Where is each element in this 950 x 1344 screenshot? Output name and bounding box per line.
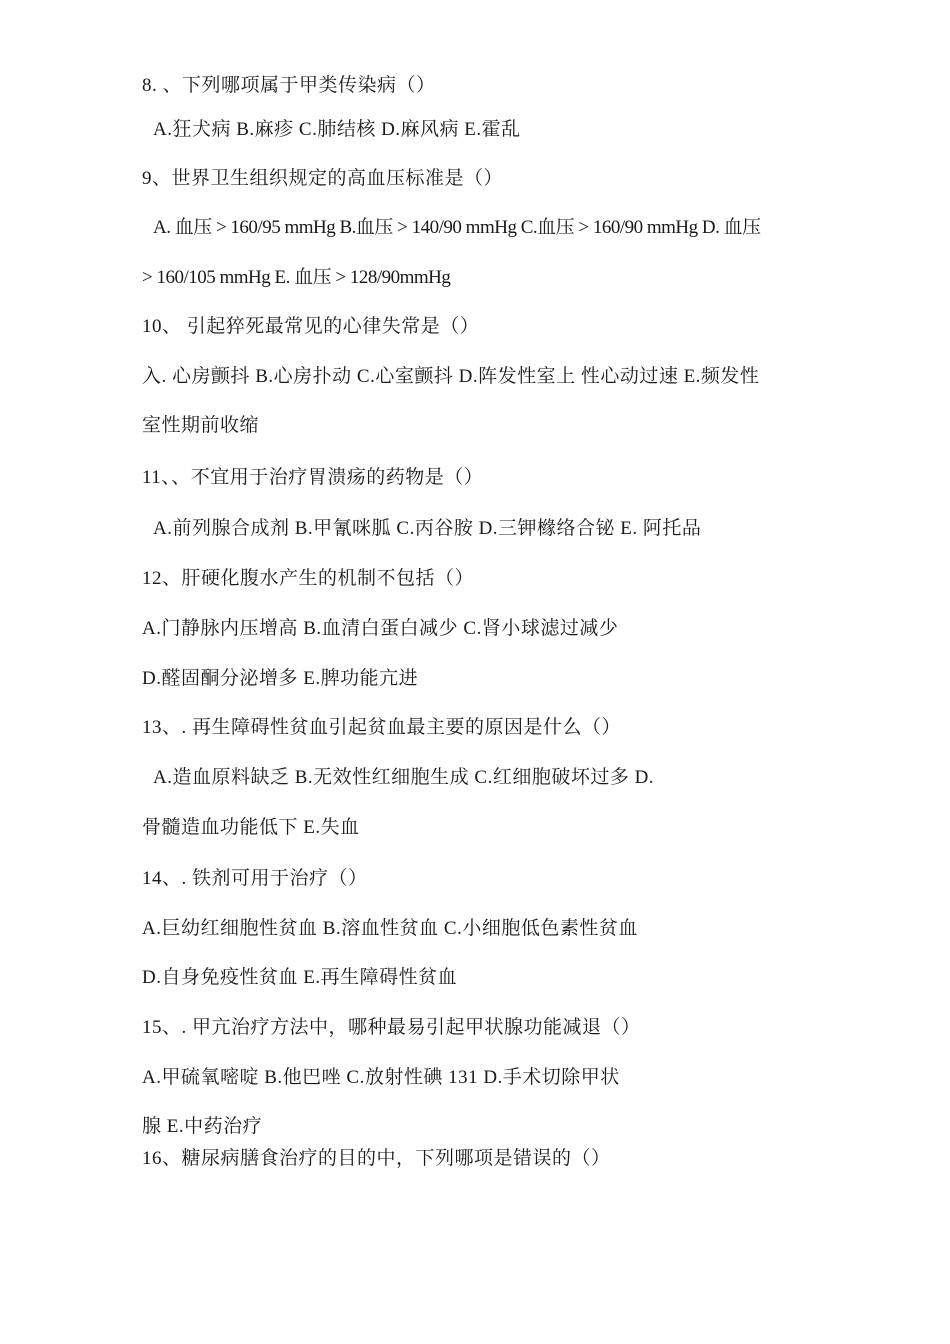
question-15: 15、. 甲亢治疗方法中，哪种最易引起甲状腺功能减退（） [142,1017,641,1038]
question-11: 11、、不宜用于治疗胃溃疡的药物是（） [142,467,484,488]
question-15-options-cont: 腺 E.中药治疗 [142,1116,263,1137]
question-12-options-cont: D.醛固酮分泌增多 E.脾功能亢进 [142,668,419,689]
question-8-options: A.狂犬病 B.麻疹 C.肺结核 D.麻风病 E.霍乱 [153,119,521,140]
question-13: 13、. 再生障碍性贫血引起贫血最主要的原因是什么（） [142,717,622,738]
question-13-options: A.造血原料缺乏 B.无效性红细胞生成 C.红细胞破坏过多 D. [153,767,655,788]
question-8: 8. 、下列哪项属于甲类传染病（） [142,75,436,96]
question-10: 10、 引起猝死最常见的心律失常是（） [142,316,480,337]
question-16: 16、糖尿病膳食治疗的目的中，下列哪项是错误的（） [142,1148,611,1169]
question-12: 12、肝硬化腹水产生的机制不包括（） [142,568,475,589]
question-13-options-cont: 骨髓造血功能低下 E.失血 [142,817,360,838]
question-9: 9、世界卫生组织规定的高血压标准是（） [142,168,504,189]
question-11-options: A.前列腺合成剂 B.甲氰咪胍 C.丙谷胺 D.三钾橼络合铋 E. 阿托品 [153,518,702,539]
question-10-options-cont: 室性期前收缩 [142,415,260,436]
question-14-options-cont: D.自身免疫性贫血 E.再生障碍性贫血 [142,967,458,988]
question-14: 14、. 铁剂可用于治疗（） [142,868,368,889]
question-12-options: A.门静脉内压增高 B.血清白蛋白减少 C.肾小球滤过减少 [142,618,619,639]
question-15-options: A.甲硫氧嘧啶 B.他巴唑 C.放射性碘 131 D.手术切除甲状 [142,1067,620,1088]
question-10-options: 入. 心房颤抖 B.心房扑动 C.心室颤抖 D.阵发性室上 性心动过速 E.频发性 [142,366,760,387]
question-14-options: A.巨幼红细胞性贫血 B.溶血性贫血 C.小细胞低色素性贫血 [142,918,638,939]
question-9-options-cont: > 160/105 mmHg E. 血压 > 128/90mmHg [142,267,451,288]
question-9-options: A. 血压 > 160/95 mmHg B.血压 > 140/90 mmHg C.血压 > 160/90 mmHg D. 血压 [153,217,761,238]
